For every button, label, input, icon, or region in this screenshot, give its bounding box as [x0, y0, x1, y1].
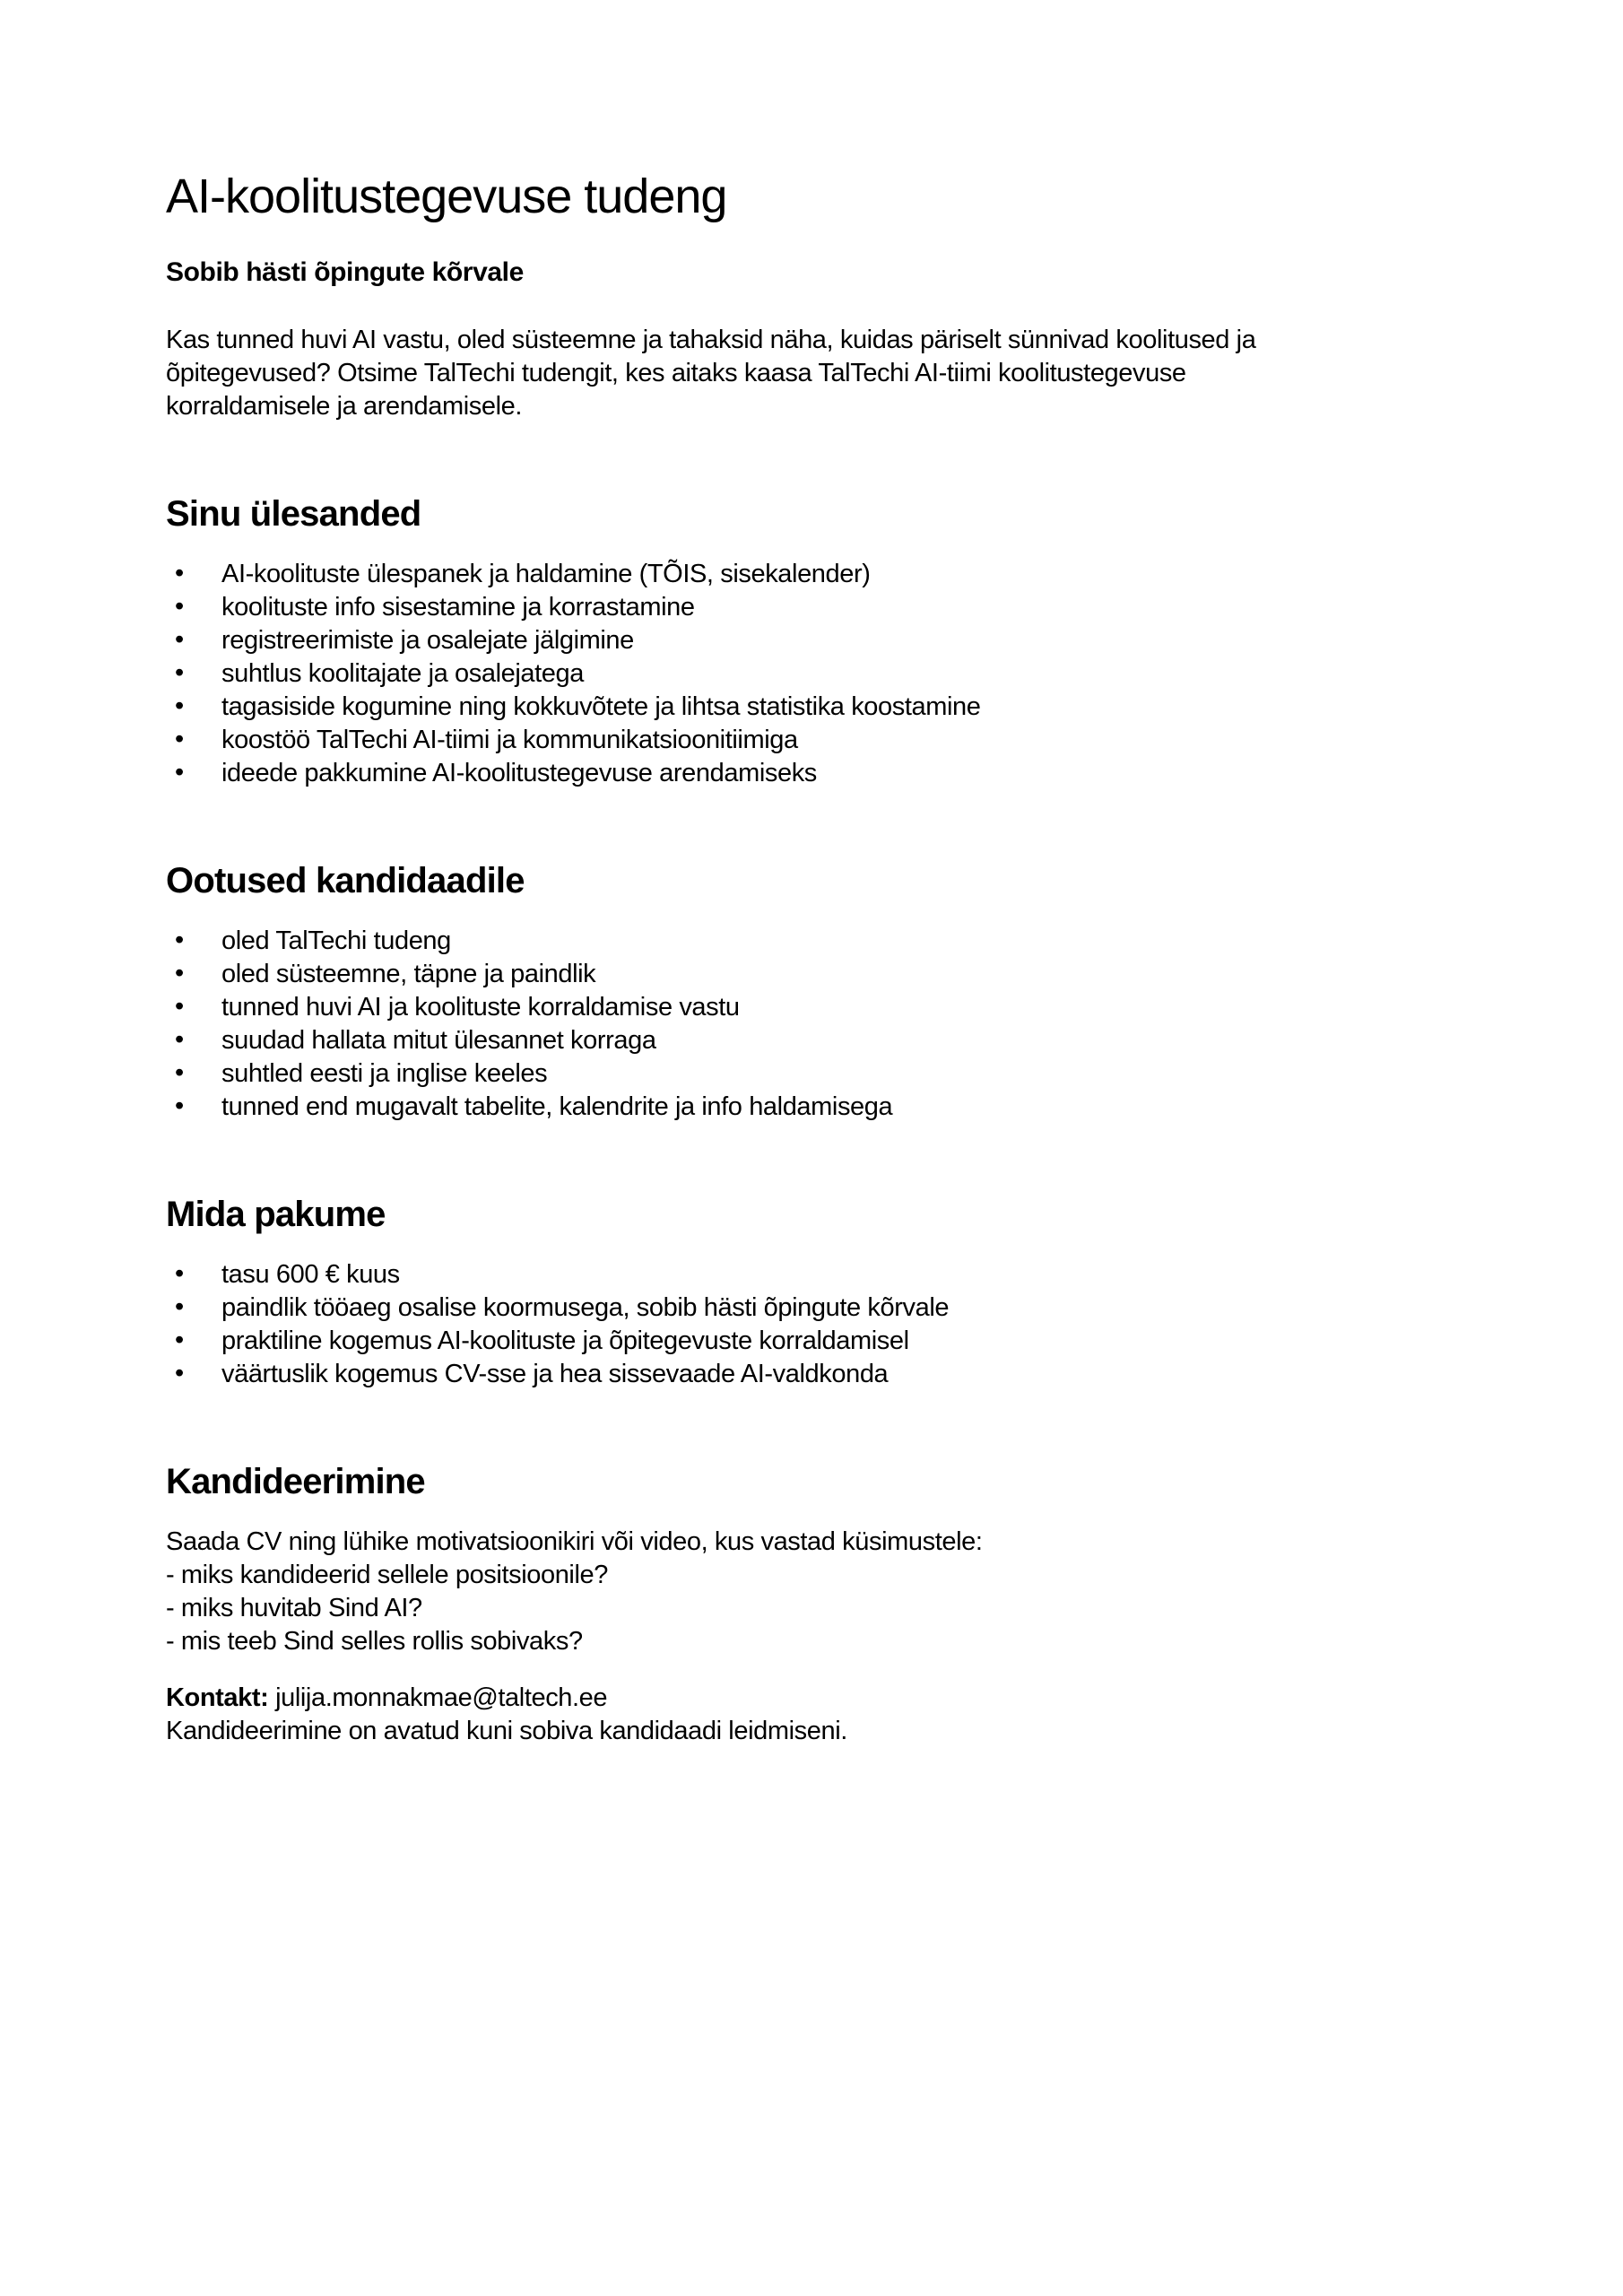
bullet-icon: • — [175, 959, 184, 987]
contact-line — [166, 1682, 1475, 1715]
list-item — [166, 657, 1475, 691]
page-title: AI-koolitustegevuse tudeng — [166, 170, 727, 223]
bullet-icon: • — [175, 1025, 184, 1054]
bullet-icon: • — [175, 625, 184, 654]
bullet-icon: • — [175, 992, 184, 1021]
bullet-icon: • — [175, 1292, 184, 1321]
list-item-text: tunned huvi AI ja koolituste korraldamise vastu — [221, 993, 740, 1022]
bullet-icon: • — [175, 691, 184, 720]
list-item — [166, 757, 1475, 790]
list-item-text: paindlik tööaeg osalise koormusega, sobib hästi õpingute kõrvale — [221, 1293, 950, 1322]
list-item-text: oled süsteemne, täpne ja paindlik — [221, 960, 596, 988]
list-item — [166, 991, 1475, 1024]
list-item — [166, 1358, 1475, 1391]
list-item-text: suhtlus koolitajate ja osalejatega — [221, 659, 584, 688]
list-item — [166, 1325, 1475, 1358]
list-item-text: suhtled eesti ja inglise keeles — [221, 1059, 548, 1088]
contact-label: Kontakt: — [166, 1683, 269, 1712]
list-item-text: tasu 600 € kuus — [221, 1260, 400, 1289]
list-item — [166, 1024, 1475, 1057]
section-heading-kandideerimine: Kandideerimine — [166, 1462, 425, 1501]
list-item — [166, 1258, 1475, 1292]
bullet-icon: • — [175, 758, 184, 787]
bullet-icon: • — [175, 725, 184, 753]
list-item-text: AI-koolituste ülespanek ja haldamine (TÕIS, sisekalender) — [221, 560, 871, 588]
list-item-text: väärtuslik kogemus CV-sse ja hea sissevaade AI-valdkonda — [221, 1360, 889, 1388]
list-item-text: koostöö TalTechi AI-tiimi ja kommunikatsioonitiimiga — [221, 726, 798, 754]
intro-line: õpitegevused? Otsime TalTechi tudengit, kes aitaks kaasa TalTechi AI-tiimi koolitustegevuse — [166, 359, 1186, 387]
bullet-icon: • — [175, 658, 184, 687]
application-paragraph — [166, 1526, 1475, 1658]
bullet-icon: • — [175, 1058, 184, 1087]
list-item-text: registreerimiste ja osalejate jälgimine — [221, 626, 634, 655]
list-item — [166, 958, 1475, 991]
application-intro-line: Saada CV ning lühike motivatsioonikiri või video, kus vastad küsimustele: — [166, 1527, 983, 1556]
list-item-text: ideede pakkumine AI-koolitustegevuse arendamiseks — [221, 759, 817, 787]
list-item — [166, 624, 1475, 657]
contact-paragraph — [166, 1682, 1475, 1748]
application-question: - mis teeb Sind selles rollis sobivaks? — [166, 1627, 583, 1656]
offer-list — [166, 1258, 1475, 1391]
list-item — [166, 1292, 1475, 1325]
list-item — [166, 925, 1475, 958]
list-item — [166, 724, 1475, 757]
list-item-text: tunned end mugavalt tabelite, kalendrite ja info haldamisega — [221, 1092, 893, 1121]
bullet-icon: • — [175, 1326, 184, 1354]
list-item-text: praktiline kogemus AI-koolituste ja õpitegevuste korraldamisel — [221, 1326, 909, 1355]
bullet-icon: • — [175, 1359, 184, 1387]
application-question: - miks kandideerid sellele positsioonile? — [166, 1561, 608, 1589]
list-item-text: tagasiside kogumine ning kokkuvõtete ja lihtsa statistika koostamine — [221, 692, 981, 721]
subtitle: Sobib hästi õpingute kõrvale — [166, 257, 524, 287]
list-item — [166, 558, 1475, 591]
list-item — [166, 1091, 1475, 1124]
contact-email: julija.monnakmae@taltech.ee — [275, 1683, 608, 1712]
section-heading-sinu-ulesanded: Sinu ülesanded — [166, 494, 421, 534]
bullet-icon: • — [175, 559, 184, 587]
tasks-list — [166, 558, 1475, 790]
section-heading-ootused-kandidaadile: Ootused kandidaadile — [166, 861, 525, 900]
bullet-icon: • — [175, 926, 184, 954]
bullet-icon: • — [175, 1259, 184, 1288]
intro-line: Kas tunned huvi AI vastu, oled süsteemne ja tahaksid näha, kuidas päriselt sünnivad koolitused ja — [166, 326, 1256, 354]
bullet-icon: • — [175, 1091, 184, 1120]
list-item — [166, 1057, 1475, 1091]
list-item-text: oled TalTechi tudeng — [221, 926, 451, 955]
intro-line: korraldamisele ja arendamisele. — [166, 392, 523, 421]
expectations-list — [166, 925, 1475, 1124]
application-question: - miks huvitab Sind AI? — [166, 1594, 422, 1622]
list-item — [166, 591, 1475, 624]
closing-line: Kandideerimine on avatud kuni sobiva kandidaadi leidmiseni. — [166, 1717, 847, 1745]
intro-paragraph — [166, 324, 1475, 423]
list-item — [166, 691, 1475, 724]
bullet-icon: • — [175, 592, 184, 621]
list-item-text: koolituste info sisestamine ja korrastamine — [221, 593, 695, 622]
section-heading-mida-pakume: Mida pakume — [166, 1195, 386, 1234]
document-content — [166, 0, 1475, 1748]
list-item-text: suudad hallata mitut ülesannet korraga — [221, 1026, 656, 1055]
